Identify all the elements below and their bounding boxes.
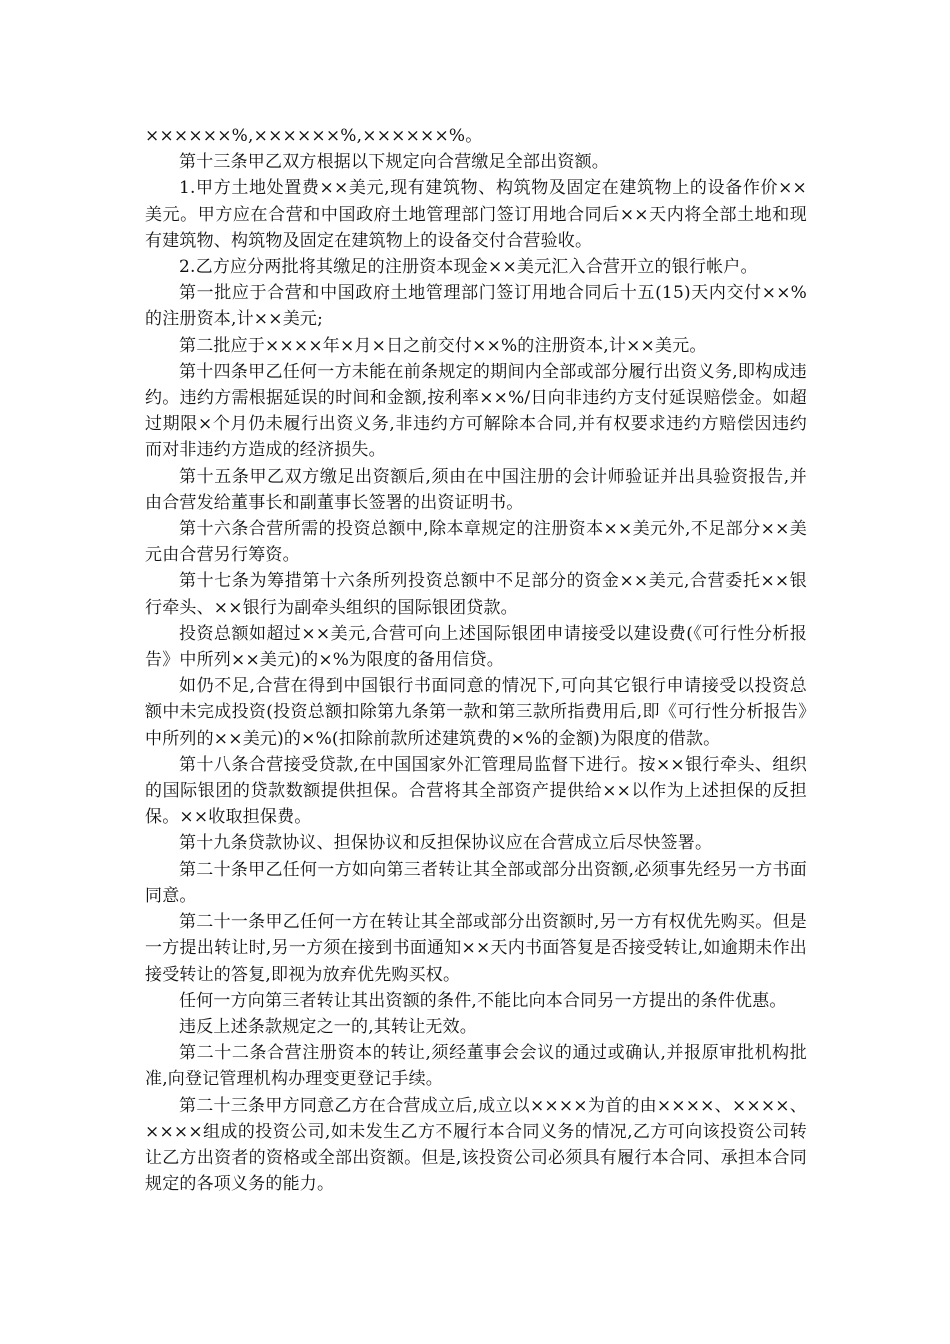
paragraph-article-13-item-2: 2.乙方应分两批将其缴足的注册资本现金××美元汇入合营开立的银行帐户。 (179, 257, 758, 278)
paragraph-article-13-item-1: 1.甲方土地处置费××美元,现有建筑物、构筑物及固定在建筑物上的设备作价××美元。甲方应在合营和中国政府土地管理部门签订用地合同后××天内将全部土地和现有建筑物、构筑物及固定在建筑物上的设备交付合营验收。 (145, 178, 807, 251)
paragraph-article-20: 第二十条甲乙任何一方如向第三者转让其全部或部分出资额,必须事先经另一方书面同意。 (145, 859, 807, 906)
paragraph-second-installment: 第二批应于××××年×月×日之前交付××%的注册资本,计××美元。 (179, 335, 707, 356)
paragraph-article-13: 第十三条甲乙双方根据以下规定向合营缴足全部出资额。 (179, 152, 609, 173)
paragraph-article-15: 第十五条甲乙双方缴足出资额后,须由在中国注册的会计师验证并出具验资报告,并由合营发给董事长和副董事长签署的出资证明书。 (145, 466, 807, 513)
paragraph-article-21: 第二十一条甲乙任何一方在转让其全部或部分出资额时,另一方有权优先购买。但是一方提出转让时,另一方须在接到书面通知××天内书面答复是否接受转让,如逾期未作出接受转让的答复,即视为放弃优先购买权。 (145, 912, 807, 985)
paragraph-article-23: 第二十三条甲方同意乙方在合营成立后,成立以××××为首的由××××、××××、××××组成的投资公司,如未发生乙方不履行本合同义务的情况,乙方可向该投资公司转让乙方出资者的资格或全部出资额。但是,该投资公司必须具有履行本合同、承担本合同规定的各项义务的能力。 (145, 1095, 807, 1195)
paragraph-article-17: 第十七条为筹措第十六条所列投资总额中不足部分的资金××美元,合营委托××银行牵头、××银行为副牵头组织的国际银团贷款。 (145, 571, 807, 618)
paragraph-standby-credit: 投资总额如超过××美元,合营可向上述国际银团申请接受以建设费(《可行性分析报告》中所列××美元)的×%为限度的备用信贷。 (145, 623, 807, 671)
paragraph-transfer-conditions: 任何一方向第三者转让其出资额的条件,不能比向本合同另一方提出的条件优惠。 (179, 990, 787, 1011)
paragraph-article-14: 第十四条甲乙任何一方未能在前条规定的期间内全部或部分履行出资义务,即构成违约。违约方需根据延误的时间和金额,按利率××%/日向非违约方支付延误赔偿金。如超过期限×个月仍未履行出资义务,非违约方可解除本合同,并有权要求违约方赔偿因违约而对非违约方造成的经济损失。 (145, 361, 807, 461)
paragraph-transfer-invalid: 违反上述条款规定之一的,其转让无效。 (179, 1016, 478, 1037)
paragraph-article-18: 第十八条合营接受贷款,在中国国家外汇管理局监督下进行。按××银行牵头、组织的国际银团的贷款数额提供担保。合营将其全部资产提供给××以作为上述担保的反担保。××收取担保费。 (145, 754, 807, 828)
paragraph-continuation: ××××××%,××××××%,××××××%。 (145, 126, 483, 146)
paragraph-first-installment: 第一批应于合营和中国政府土地管理部门签订用地合同后十五(15)天内交付××%的注册资本,计××美元; (145, 283, 807, 330)
paragraph-article-22: 第二十二条合营注册资本的转让,须经董事会会议的通过或确认,并报原审批机构批准,向登记管理机构办理变更登记手续。 (145, 1043, 807, 1090)
paragraph-article-19: 第十九条贷款协议、担保协议和反担保协议应在合营成立后尽快签署。 (179, 833, 713, 854)
document-body (145, 123, 807, 1197)
paragraph-article-16: 第十六条合营所需的投资总额中,除本章规定的注册资本××美元外,不足部分××美元由合营另行筹资。 (145, 519, 807, 566)
paragraph-other-loans: 如仍不足,合营在得到中国银行书面同意的情况下,可向其它银行申请接受以投资总额中未完成投资(投资总额扣除第九条第一款和第三款所指费用后,即《可行性分析报告》中所列的××美元)的×%(扣除前款所述建筑费的×%的金额)为限度的借款。 (145, 676, 807, 749)
